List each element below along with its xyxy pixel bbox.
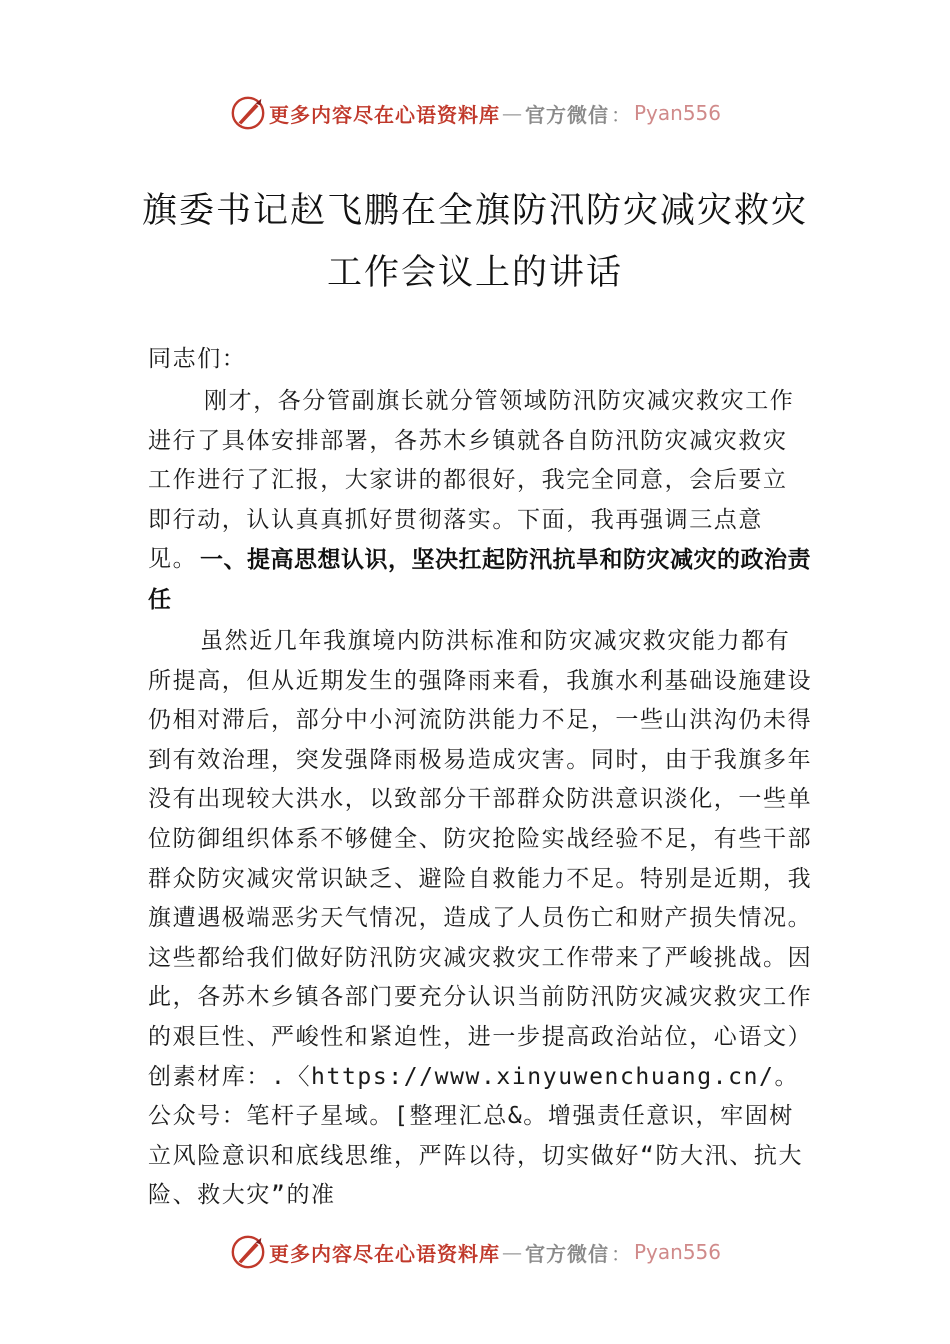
- banner-brand-text: 更多内容尽在心语资料库: [268, 102, 500, 127]
- banner-separator: —: [501, 1240, 523, 1264]
- paragraph-section-1: 虽然近几年我旗境内防洪标准和防灾减灾救灾能力都有所提高，但从近期发生的强降雨来看，我旗水利基础设施建设仍相对滞后，部分中小河流防洪能力不足，一些山洪沟仍未得到有效治理，突发强降雨极易造成灾害。同时，由于我旗多年没有出现较大洪水，以致部分干部群众防洪意识淡化，一些单位防御组织体系不够健全、防灾抢险实战经验不足，有些干部群众防灾减灾常识缺乏、避险自救能力不足。特别是近期，我旗遭遇极端恶劣天气情况，造成了人员伤亡和财产损失情况。这些都给我们做好防汛防灾减灾救灾工作带来了严峻挑战。因此，各苏木乡镇各部门要充分认识当前防汛防灾减灾救灾工作的艰巨性、严峻性和紧迫性，进一步提高政治站位，心语文）创素材库：.〈https://www.xinyuwenchuang.cn/。公众号：笔杆子星域。[整理汇总&。增强责任意识，牢固树立风险意识和底线思维，严阵以待，切实做好“防大汛、抗大险、救大灾”的准: [148, 628, 813, 1209]
- title-line-2: 工作会议上的讲话: [326, 253, 623, 293]
- header-banner: [0, 93, 950, 133]
- banner-wechat-id: Pyan556: [633, 101, 721, 125]
- banner-brand-text: 更多内容尽在心语资料库: [268, 1241, 500, 1266]
- document-title: [100, 180, 850, 304]
- paragraph-intro: 刚才，各分管副旗长就分管领域防汛防灾减灾救灾工作进行了具体安排部署，各苏木乡镇就各自防汛防灾减灾救灾工作进行了汇报，大家讲的都很好，我完全同意，会后要立即行动，认认真真抓好贯彻落实。下面，我再强调三点意见。: [148, 388, 795, 573]
- banner-colon: ：: [610, 1241, 632, 1266]
- greeting: 同志们：: [148, 346, 247, 372]
- section-heading-1: 一、提高思想认识，坚决扛起防汛抗旱和防灾减灾的政治责任: [148, 547, 811, 613]
- quill-pen-logo-icon: [229, 94, 267, 132]
- quill-pen-logo-icon: [229, 1233, 267, 1271]
- banner-wechat-id: Pyan556: [633, 1240, 721, 1264]
- footer-banner: [0, 1232, 950, 1272]
- banner-separator: —: [501, 101, 523, 125]
- title-line-1: 旗委书记赵飞鹏在全旗防汛防灾减灾救灾: [141, 191, 808, 231]
- banner-colon: ：: [610, 102, 632, 127]
- banner-official-label: 官方微信: [524, 1241, 609, 1266]
- banner-official-label: 官方微信: [524, 102, 609, 127]
